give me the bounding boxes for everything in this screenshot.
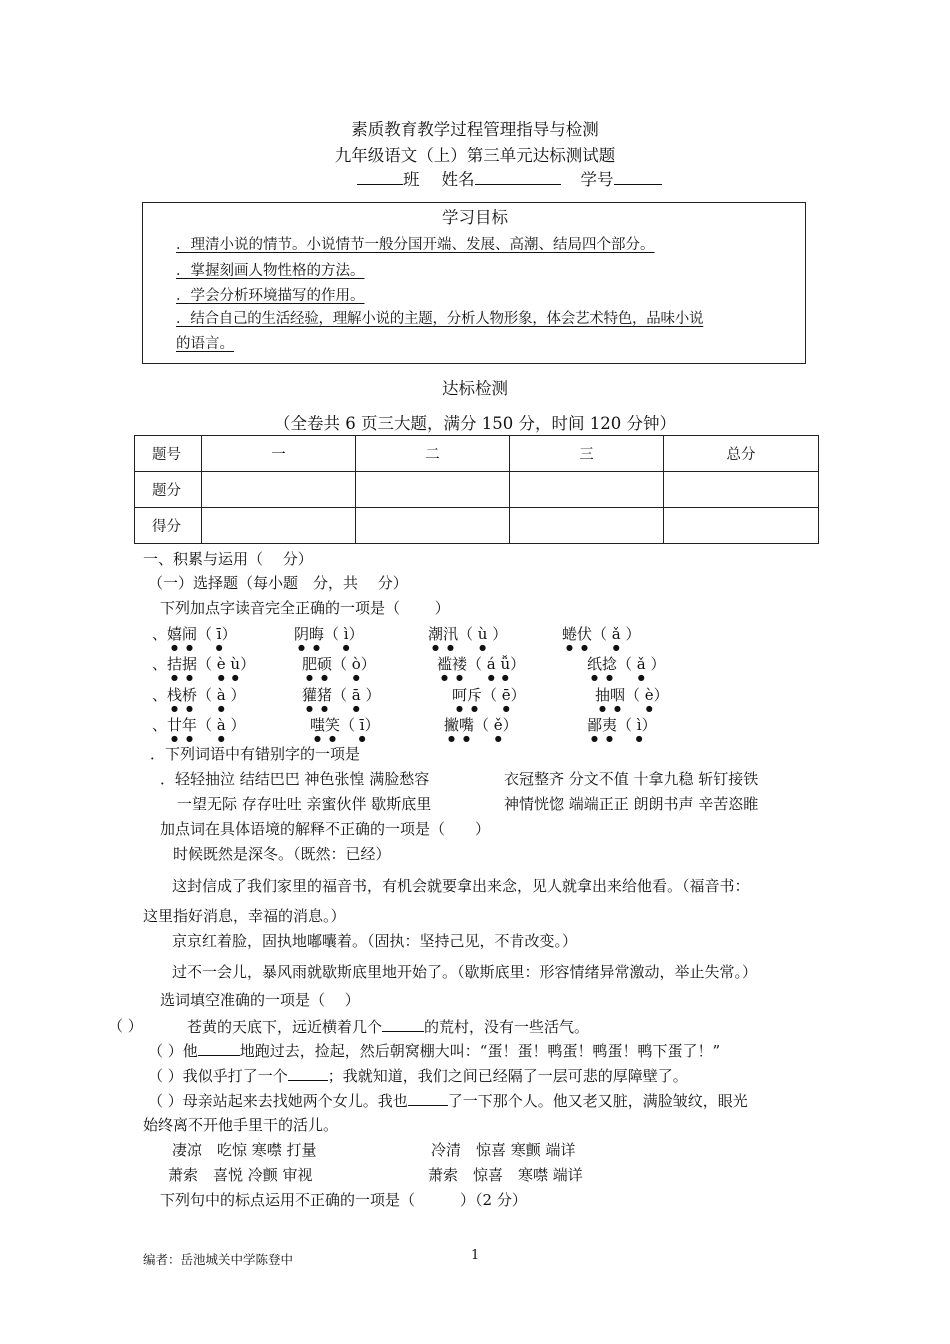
question-prompt: 下列句中的标点运用不正确的一项是（ ）（2 分） <box>160 1191 527 1209</box>
option-item: 、拮据（ è ù） <box>152 655 256 673</box>
name-blank[interactable] <box>475 168 561 185</box>
table-row-label: 题分 <box>135 472 202 508</box>
answer-blank[interactable] <box>198 1039 240 1056</box>
sentence-text: 了一下那个人。他又老又脏，满脸皱纹，眼光 <box>447 1092 748 1110</box>
question-sentence: 这封信成了我们家里的福音书，有机会就要拿出来念，见人就拿出来给他看。（福音书： <box>172 877 750 895</box>
page-number: 1 <box>471 1248 480 1263</box>
option-item: 撇嘴（ ě） <box>444 716 518 734</box>
goal-item: 的语言。 <box>176 336 234 352</box>
option-item: ．轻轻抽泣 结结巴巴 神色张惶 满脸愁容 <box>160 770 430 788</box>
table-header-cell: 总分 <box>664 436 819 472</box>
table-header-cell: 一 <box>202 436 356 472</box>
sentence-text: ；我就知道，我们之间已经隔了一层可悲的厚障壁了。 <box>327 1067 688 1085</box>
fill-line <box>148 1089 748 1111</box>
fill-line <box>148 1064 688 1086</box>
table-cell[interactable] <box>510 472 664 508</box>
question-sentence: 京京红着脸，固执地嘟囔着。（固执：坚持己见，不肯改变。） <box>172 932 578 950</box>
question-sentence: 时候既然是深冬。（既然：已经） <box>173 845 391 863</box>
option-item: 衣冠整齐 分文不值 十拿九稳 斩钉接铁 <box>504 770 759 788</box>
option-item: 鄙夷（ ì） <box>587 716 657 734</box>
sentence-text: 地跑过去，捡起，然后朝窝棚大叫：“蛋！蛋！鸭蛋！鸭蛋！鸭下蛋了！” <box>239 1042 721 1060</box>
fill-line <box>148 1039 720 1061</box>
answer-paren[interactable]: （ ） <box>108 1017 143 1035</box>
sentence-text: 的荒村，没有一些活气。 <box>424 1018 590 1036</box>
option-item: 萧索 惊喜 寒噤 端详 <box>428 1166 583 1184</box>
score-table <box>134 435 819 544</box>
option-item: 抽咽（ è） <box>595 686 669 704</box>
option-item: 肥硕（ ò） <box>302 655 376 673</box>
table-cell[interactable] <box>356 472 510 508</box>
option-item: 蜷伏（ ǎ ） <box>562 625 641 643</box>
goal-item: ．掌握刻画人物性格的方法。 <box>176 263 365 279</box>
table-header-cell: 题号 <box>135 436 202 472</box>
option-item: 纸捻（ ǎ ） <box>587 655 666 673</box>
option-item: 、嬉闹（ ī） <box>152 625 237 643</box>
goal-item: ．结合自己的生活经验，理解小说的主题，分析人物形象，体会艺术特色，品味小说 <box>176 311 704 327</box>
question-prompt: 选词填空准确的一项是（ ） <box>160 991 360 1009</box>
option-item: 褴褛（ á ǚ） <box>437 655 526 673</box>
option-item: 阴晦（ ì） <box>294 625 364 643</box>
table-row <box>135 472 819 508</box>
number-label: 学号 <box>580 170 614 189</box>
option-item: 獾猪（ ā ） <box>302 686 381 704</box>
test-heading: 达标检测 <box>442 379 508 398</box>
table-header-cell: 二 <box>356 436 510 472</box>
number-blank[interactable] <box>614 168 662 185</box>
option-item: 凄凉 吃惊 寒噤 打量 <box>172 1141 317 1159</box>
table-header-cell: 三 <box>510 436 664 472</box>
table-cell[interactable] <box>510 508 664 544</box>
table-cell[interactable] <box>202 508 356 544</box>
table-cell[interactable] <box>202 472 356 508</box>
sentence-text: （ ）他 <box>148 1042 198 1060</box>
answer-blank[interactable] <box>382 1015 424 1032</box>
class-blank[interactable] <box>357 168 403 185</box>
sentence-text: 苍黄的天底下，远近横着几个 <box>187 1018 383 1036</box>
student-info-line <box>357 166 662 190</box>
subsection-title: （一）选择题（每小题 分，共 分） <box>148 574 408 592</box>
sentence-text: （ ）母亲站起来去找她两个女儿。我也 <box>148 1092 408 1110</box>
goals-heading: 学习目标 <box>442 208 508 227</box>
table-cell[interactable] <box>356 508 510 544</box>
option-item: 、廿年（ à ） <box>152 716 246 734</box>
table-row <box>135 436 819 472</box>
fill-line <box>187 1015 589 1037</box>
option-item: 、栈桥（ à ） <box>152 686 246 704</box>
question-sentence: 过不一会儿，暴风雨就歇斯底里地开始了。（歇斯底里：形容情绪异常激动，举止失常。） <box>172 963 758 981</box>
goal-item: ．理清小说的情节。小说情节一般分国开端、发展、高潮、结局四个部分。 <box>176 237 655 253</box>
page-subtitle: 九年级语文（上）第三单元达标测试题 <box>334 146 616 165</box>
option-item: 冷清 惊喜 寒颤 端详 <box>431 1141 576 1159</box>
page-title: 素质教育教学过程管理指导与检测 <box>351 120 599 139</box>
option-item: 呵斥（ ē） <box>452 686 526 704</box>
question-sentence: 始终离不开他手里干的活儿。 <box>143 1116 339 1134</box>
answer-blank[interactable] <box>408 1089 448 1106</box>
question-prompt: ．下列词语中有错别字的一项是 <box>150 745 361 763</box>
footer-editor: 编者：岳池城关中学陈登中 <box>143 1252 294 1267</box>
question-prompt: 下列加点字读音完全正确的一项是（ ） <box>160 599 450 617</box>
option-item: 嗤笑（ ī） <box>310 716 380 734</box>
class-label: 班 <box>403 170 420 189</box>
question-sentence: 这里指好消息，幸福的消息。） <box>143 907 346 925</box>
table-cell[interactable] <box>664 508 819 544</box>
test-subtitle: （全卷共 6 页三大题，满分 150 分，时间 120 分钟） <box>274 414 676 433</box>
name-label: 姓名 <box>441 170 475 189</box>
sentence-text: （ ）我似乎打了一个 <box>148 1067 288 1085</box>
option-item: 神情恍惚 端端正正 朗朗书声 辛苦恣睢 <box>504 795 759 813</box>
table-row <box>135 508 819 544</box>
option-item: 一望无际 存存吐吐 亲蜜伙伴 歇斯底里 <box>177 795 432 813</box>
option-item: 萧索 喜悦 冷颤 审视 <box>168 1166 313 1184</box>
question-prompt: 加点词在具体语境的解释不正确的一项是（ ） <box>160 820 491 838</box>
section-title: 一、积累与运用（ 分） <box>143 550 313 568</box>
option-item: 潮汛（ ù ） <box>428 625 508 643</box>
table-cell[interactable] <box>664 472 819 508</box>
answer-blank[interactable] <box>288 1064 328 1081</box>
goal-item: ．学会分析环境描写的作用。 <box>176 288 365 304</box>
table-row-label: 得分 <box>135 508 202 544</box>
